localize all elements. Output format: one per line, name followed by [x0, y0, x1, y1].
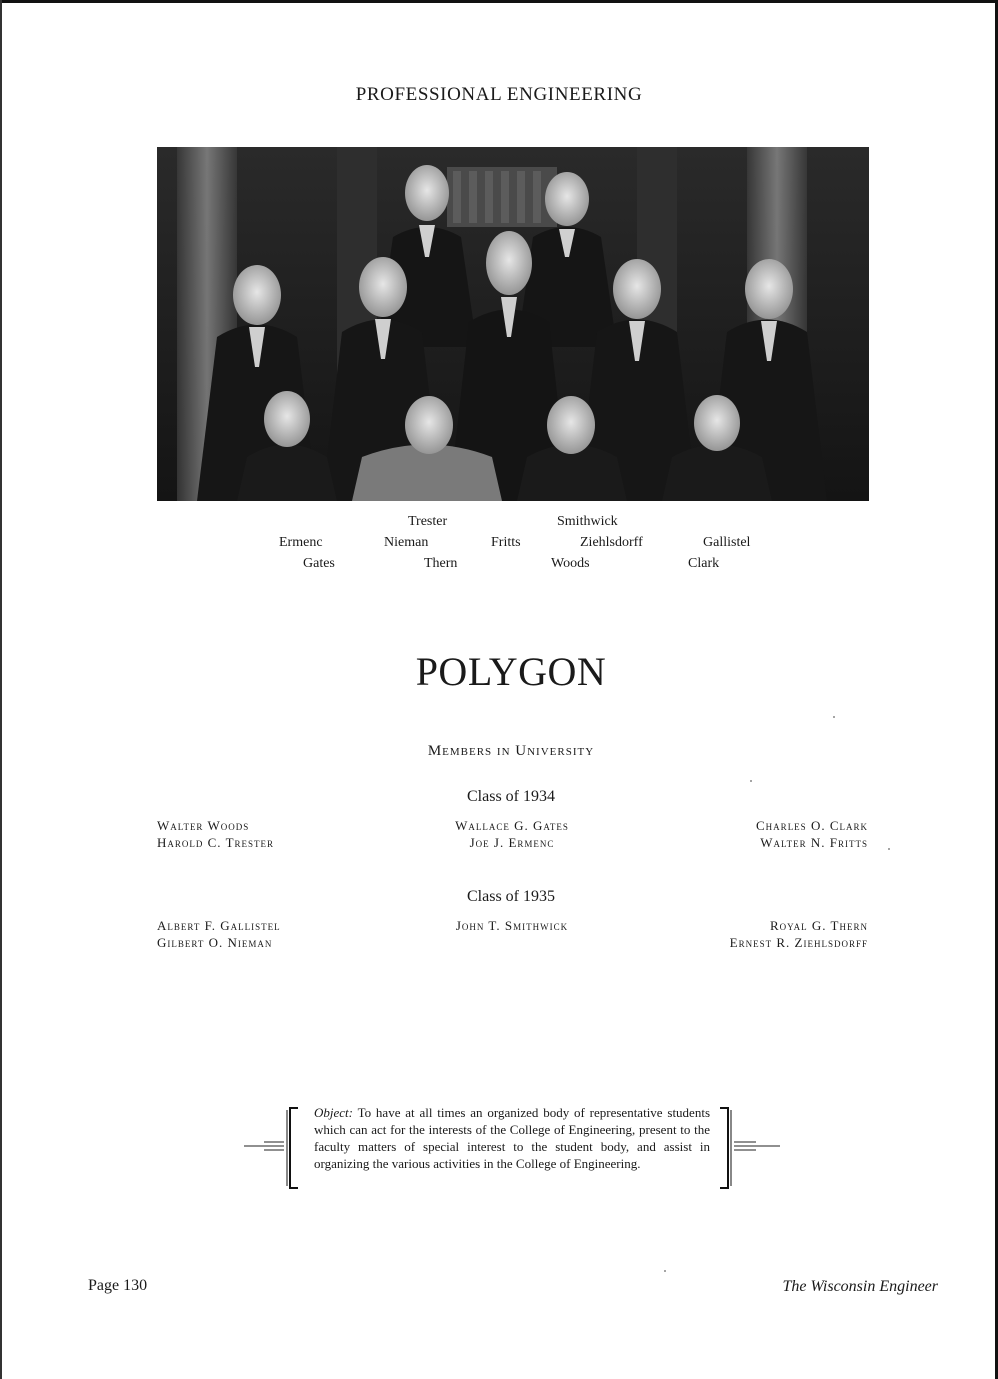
class-1935-heading: Class of 1935 — [467, 888, 555, 905]
object-lead: Object: — [314, 1105, 353, 1120]
scan-speck — [888, 848, 890, 850]
caption-nieman: Nieman — [384, 535, 429, 550]
member-name: Wallace G. Gates — [455, 818, 569, 833]
member-name: Ernest R. Ziehlsdorff — [729, 935, 868, 950]
caption-gates: Gates — [303, 556, 335, 571]
page-header: PROFESSIONAL ENGINEERING — [355, 84, 643, 105]
caption-ziehlsdorff: Ziehlsdorff — [580, 535, 643, 550]
member-name: Walter Woods — [157, 818, 250, 833]
scan-edge-top — [0, 0, 998, 3]
class-1934-heading: Class of 1934 — [467, 788, 555, 805]
caption-trester: Trester — [408, 514, 448, 529]
member-name: Albert F. Gallistel — [157, 918, 281, 933]
caption-thern: Thern — [424, 556, 458, 571]
member-name: Gilbert O. Nieman — [157, 935, 273, 950]
member-name: John T. Smithwick — [455, 918, 569, 933]
caption-gallistel: Gallistel — [703, 535, 751, 550]
caption-smithwick: Smithwick — [557, 514, 618, 529]
caption-woods: Woods — [551, 556, 590, 571]
right-bracket-ornament — [718, 1106, 782, 1190]
group-photo-image — [157, 147, 869, 501]
page-title: POLYGON — [415, 649, 607, 694]
member-name: Joe J. Ermenc — [469, 835, 555, 850]
caption-ermenc: Ermenc — [279, 535, 323, 550]
member-name: Royal G. Thern — [769, 918, 868, 933]
object-text: To have at all times an organized body of representative students which can act for the interests of the College of Engineering, present to the faculty matters of special interest to the student body, and assist in organizing the various activities in the College of Engineering. — [314, 1105, 711, 1171]
scan-speck — [664, 1270, 666, 1272]
object-statement — [314, 1104, 710, 1172]
caption-fritts: Fritts — [491, 535, 521, 550]
group-photo — [157, 147, 869, 501]
page-number: Page 130 — [88, 1277, 148, 1294]
member-name: Harold C. Trester — [157, 835, 275, 850]
members-subhead: Members in University — [427, 743, 595, 759]
member-name: Charles O. Clark — [756, 818, 868, 833]
caption-clark: Clark — [688, 556, 720, 571]
member-name: Walter N. Fritts — [760, 835, 868, 850]
scan-speck — [750, 780, 752, 782]
left-bracket-ornament — [240, 1106, 300, 1190]
publication-name: The Wisconsin Engineer — [782, 1278, 938, 1295]
scan-speck — [833, 716, 835, 718]
